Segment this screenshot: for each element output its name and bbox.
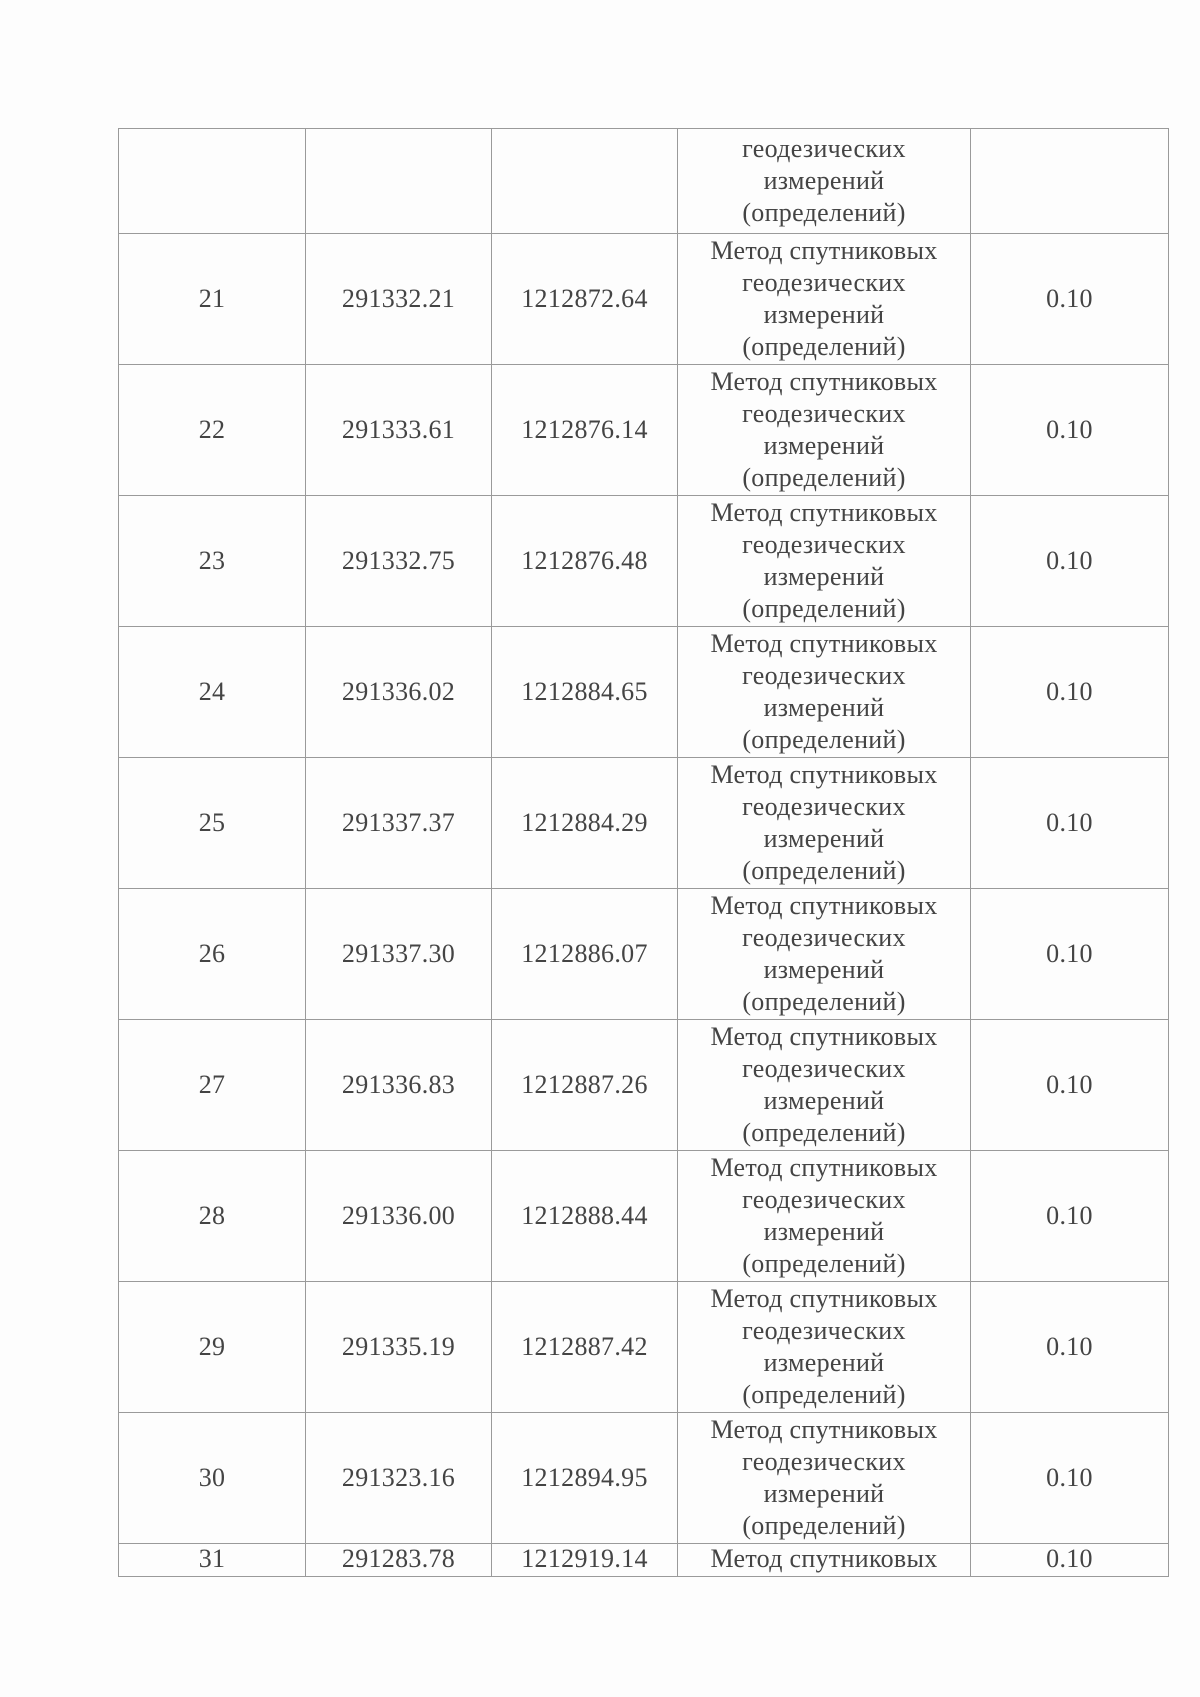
method-line: измерений — [763, 1217, 885, 1246]
cell-y — [492, 129, 678, 234]
cell-y: 1212887.26 — [492, 1020, 678, 1151]
cell-point-number: 29 — [119, 1282, 306, 1413]
table-row — [119, 1020, 1169, 1151]
cell-x: 291332.75 — [306, 496, 492, 627]
cell-point-number: 30 — [119, 1413, 306, 1544]
method-line: (определений) — [742, 463, 906, 492]
method-line: геодезических — [742, 1316, 906, 1345]
cell-accuracy: 0.10 — [971, 758, 1169, 889]
cell-x: 291336.02 — [306, 627, 492, 758]
cell-point-number: 25 — [119, 758, 306, 889]
method-line: геодезических — [742, 399, 906, 428]
method-line: (определений) — [742, 594, 906, 623]
cell-y: 1212888.44 — [492, 1151, 678, 1282]
method-line: Метод спутниковых — [710, 236, 938, 265]
method-line: (определений) — [742, 987, 906, 1016]
cell-x: 291336.00 — [306, 1151, 492, 1282]
method-line: измерений — [763, 1348, 885, 1377]
table-row — [119, 758, 1169, 889]
cell-method — [678, 1282, 971, 1413]
cell-x: 291332.21 — [306, 234, 492, 365]
cell-x: 291333.61 — [306, 365, 492, 496]
method-line: Метод спутниковых — [710, 367, 938, 396]
cell-x: 291337.37 — [306, 758, 492, 889]
cell-accuracy: 0.10 — [971, 1151, 1169, 1282]
table-row — [119, 365, 1169, 496]
method-line: геодезических — [742, 1054, 906, 1083]
cell-accuracy: 0.10 — [971, 1020, 1169, 1151]
table-row — [119, 1151, 1169, 1282]
cell-y: 1212887.42 — [492, 1282, 678, 1413]
method-line: геодезических — [742, 1185, 906, 1214]
cell-x: 291283.78 — [306, 1544, 492, 1577]
method-line: геодезических — [742, 134, 906, 163]
table-row — [119, 1413, 1169, 1544]
coordinates-table — [118, 128, 1169, 1577]
cell-accuracy: 0.10 — [971, 234, 1169, 365]
cell-method — [678, 234, 971, 365]
cell-accuracy: 0.10 — [971, 1413, 1169, 1544]
cell-point-number: 24 — [119, 627, 306, 758]
method-line: геодезических — [742, 530, 906, 559]
method-line: измерений — [763, 431, 885, 460]
method-line: (определений) — [742, 332, 906, 361]
table-row — [119, 496, 1169, 627]
cell-y: 1212876.14 — [492, 365, 678, 496]
method-line: (определений) — [742, 725, 906, 754]
cell-accuracy: 0.10 — [971, 627, 1169, 758]
cell-y: 1212894.95 — [492, 1413, 678, 1544]
method-line: (определений) — [742, 198, 906, 227]
cell-y: 1212872.64 — [492, 234, 678, 365]
method-line: Метод спутниковых — [710, 1544, 938, 1573]
method-line: измерений — [763, 1479, 885, 1508]
cell-accuracy: 0.10 — [971, 1282, 1169, 1413]
cell-method — [678, 889, 971, 1020]
cell-point-number: 28 — [119, 1151, 306, 1282]
cell-point-number — [119, 129, 306, 234]
method-line: Метод спутниковых — [710, 1153, 938, 1182]
table-row-continuation — [119, 129, 1169, 234]
cell-x — [306, 129, 492, 234]
cell-x: 291335.19 — [306, 1282, 492, 1413]
method-line: измерений — [763, 955, 885, 984]
cell-y: 1212884.65 — [492, 627, 678, 758]
method-line: (определений) — [742, 1380, 906, 1409]
cell-point-number: 21 — [119, 234, 306, 365]
coordinates-table-body — [119, 129, 1169, 1577]
cell-point-number: 26 — [119, 889, 306, 1020]
table-row — [119, 234, 1169, 365]
table-row — [119, 1282, 1169, 1413]
cell-x: 291323.16 — [306, 1413, 492, 1544]
method-line: измерений — [763, 824, 885, 853]
cell-accuracy — [971, 129, 1169, 234]
method-line: Метод спутниковых — [710, 1022, 938, 1051]
cell-accuracy: 0.10 — [971, 365, 1169, 496]
cell-y: 1212876.48 — [492, 496, 678, 627]
cell-y: 1212884.29 — [492, 758, 678, 889]
cell-method — [678, 496, 971, 627]
cell-method — [678, 627, 971, 758]
method-line: измерений — [763, 1086, 885, 1115]
method-line: геодезических — [742, 268, 906, 297]
method-line: измерений — [763, 693, 885, 722]
method-line: (определений) — [742, 856, 906, 885]
method-line: геодезических — [742, 661, 906, 690]
cell-method — [678, 1544, 971, 1577]
cell-y: 1212919.14 — [492, 1544, 678, 1577]
method-line: Метод спутниковых — [710, 1284, 938, 1313]
method-line: Метод спутниковых — [710, 1415, 938, 1444]
table-row — [119, 1544, 1169, 1577]
cell-accuracy: 0.10 — [971, 496, 1169, 627]
cell-method — [678, 365, 971, 496]
cell-method — [678, 1413, 971, 1544]
cell-x: 291336.83 — [306, 1020, 492, 1151]
cell-point-number: 22 — [119, 365, 306, 496]
cell-accuracy: 0.10 — [971, 1544, 1169, 1577]
table-row — [119, 889, 1169, 1020]
method-line: Метод спутниковых — [710, 891, 938, 920]
method-line: Метод спутниковых — [710, 760, 938, 789]
cell-x: 291337.30 — [306, 889, 492, 1020]
cell-accuracy: 0.10 — [971, 889, 1169, 1020]
method-line: Метод спутниковых — [710, 629, 938, 658]
cell-point-number: 23 — [119, 496, 306, 627]
cell-method — [678, 129, 971, 234]
method-line: геодезических — [742, 792, 906, 821]
cell-method — [678, 1020, 971, 1151]
cell-point-number: 31 — [119, 1544, 306, 1577]
method-line: измерений — [763, 300, 885, 329]
table-row — [119, 627, 1169, 758]
cell-y: 1212886.07 — [492, 889, 678, 1020]
cell-method — [678, 758, 971, 889]
method-line: измерений — [763, 562, 885, 591]
method-line: Метод спутниковых — [710, 498, 938, 527]
method-line: (определений) — [742, 1118, 906, 1147]
method-line: (определений) — [742, 1511, 906, 1540]
method-line: геодезических — [742, 1447, 906, 1476]
method-line: (определений) — [742, 1249, 906, 1278]
cell-method — [678, 1151, 971, 1282]
method-line: измерений — [763, 166, 885, 195]
method-line: геодезических — [742, 923, 906, 952]
cell-point-number: 27 — [119, 1020, 306, 1151]
